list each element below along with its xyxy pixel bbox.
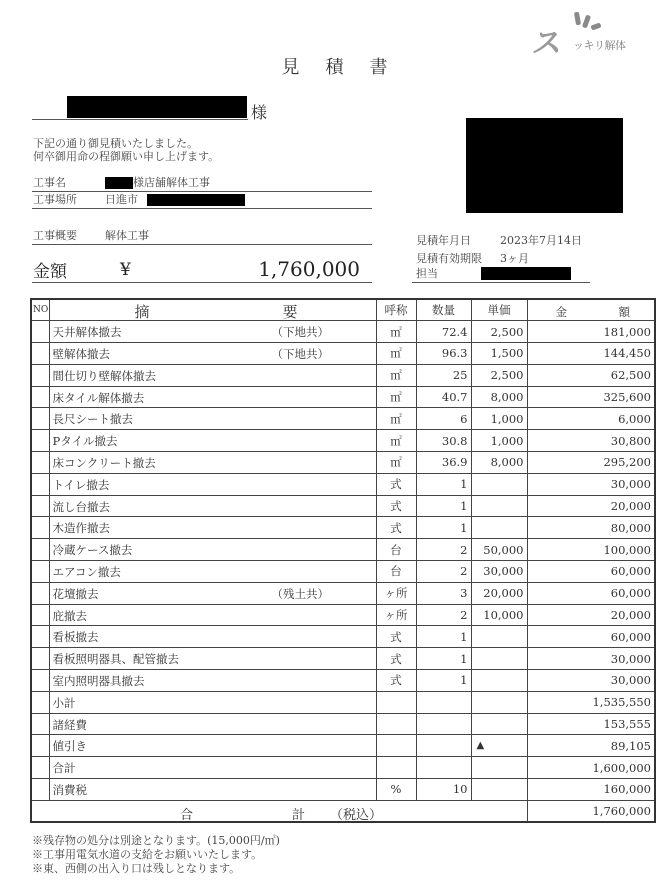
- table-row: [31, 430, 655, 452]
- row-description: [49, 430, 376, 452]
- item-unit-price: [471, 495, 527, 517]
- item-unit: [376, 691, 416, 713]
- item-name: 看板撤去: [52, 630, 99, 645]
- item-amount: 60,000: [527, 561, 655, 583]
- person-in-charge-label: 担当: [416, 267, 438, 280]
- row-description: [49, 452, 376, 474]
- row-no: [31, 539, 49, 561]
- document-title: 見積書: [281, 57, 414, 78]
- item-unit: 式: [376, 517, 416, 539]
- row-no: [31, 430, 49, 452]
- row-no: [31, 713, 49, 735]
- table-row: [31, 691, 655, 713]
- item-unit: ㎡: [376, 386, 416, 408]
- project-summary-label: 工事概要: [33, 229, 77, 242]
- redacted-client: [105, 177, 133, 189]
- item-amount: 181,000: [527, 321, 655, 343]
- row-description: [49, 757, 376, 779]
- amount-value: 1,760,000: [258, 257, 360, 281]
- table-row: [31, 473, 655, 495]
- project-name-row: [32, 176, 372, 192]
- item-name: 庇撤去: [52, 608, 87, 623]
- row-no: [31, 648, 49, 670]
- header-unit: 呼称: [376, 299, 416, 321]
- row-no: [31, 517, 49, 539]
- row-description: [49, 495, 376, 517]
- item-amount: 30,000: [527, 648, 655, 670]
- item-unit-price: [471, 713, 527, 735]
- row-description: [49, 408, 376, 430]
- item-unit: ㎡: [376, 364, 416, 386]
- item-name: 消費税: [52, 783, 87, 798]
- item-name: 値引き: [52, 739, 87, 754]
- item-unit: %: [376, 779, 416, 801]
- item-name: 床タイル解体撤去: [52, 390, 145, 405]
- item-name: 床コンクリート撤去: [52, 456, 156, 471]
- row-description: [49, 604, 376, 626]
- person-in-charge-row: [412, 266, 590, 283]
- row-no: [31, 561, 49, 583]
- item-amount: 153,555: [527, 713, 655, 735]
- item-unit-price: 1,000: [471, 408, 527, 430]
- item-quantity: [416, 735, 471, 757]
- row-no: [31, 473, 49, 495]
- item-unit-price: [471, 473, 527, 495]
- row-no: [31, 343, 49, 365]
- row-description: [49, 321, 376, 343]
- grand-total-label: [31, 800, 527, 822]
- item-quantity: 1: [416, 495, 471, 517]
- item-quantity: 3: [416, 582, 471, 604]
- item-unit-price: 20,000: [471, 582, 527, 604]
- project-location-row: [32, 193, 372, 209]
- item-amount: 62,500: [527, 364, 655, 386]
- total-amount-row: [32, 256, 372, 283]
- row-description: [49, 539, 376, 561]
- table-header-row: [31, 299, 655, 321]
- item-amount: 325,600: [527, 386, 655, 408]
- table-row: [31, 539, 655, 561]
- row-description: [49, 691, 376, 713]
- item-quantity: 2: [416, 539, 471, 561]
- row-description: [49, 473, 376, 495]
- item-amount: 1,600,000: [527, 757, 655, 779]
- row-no: [31, 386, 49, 408]
- row-description: [49, 648, 376, 670]
- item-unit-price: [471, 757, 527, 779]
- item-quantity: 1: [416, 648, 471, 670]
- item-name: 諸経費: [52, 717, 87, 732]
- item-name: Pタイル撤去: [52, 434, 118, 449]
- row-no: [31, 779, 49, 801]
- item-amount: 6,000: [527, 408, 655, 430]
- table-row: [31, 648, 655, 670]
- item-quantity: 40.7: [416, 386, 471, 408]
- item-unit: ㎡: [376, 408, 416, 430]
- item-unit: 式: [376, 626, 416, 648]
- item-quantity: 10: [416, 779, 471, 801]
- item-unit-price: [471, 670, 527, 692]
- header-description: [49, 299, 376, 321]
- row-no: [31, 408, 49, 430]
- discount-triangle-icon: ▲: [476, 740, 485, 752]
- row-description: [49, 386, 376, 408]
- item-name: 流し台撤去: [52, 499, 110, 514]
- item-unit-price: [471, 626, 527, 648]
- row-no: [31, 364, 49, 386]
- item-amount: 60,000: [527, 626, 655, 648]
- project-summary-value: 解体工事: [105, 229, 149, 242]
- estimate-date-label: 見積年月日: [416, 234, 471, 247]
- intro-line: 下記の通り御見積いたしました。: [33, 137, 198, 150]
- item-unit-price: 50,000: [471, 539, 527, 561]
- item-amount: 30,800: [527, 430, 655, 452]
- table-row: [31, 779, 655, 801]
- item-unit-price: 1,000: [471, 430, 527, 452]
- grand-total-label-1: 合: [180, 807, 194, 823]
- table-row: [31, 364, 655, 386]
- table-row: [31, 408, 655, 430]
- intro-line: 何卒御用命の程御願い申し上げます。: [33, 150, 220, 163]
- header-unit-price: 単価: [471, 299, 527, 321]
- estimate-date-row: [416, 232, 582, 248]
- company-logo: [530, 10, 655, 61]
- item-unit-price: 2,500: [471, 321, 527, 343]
- item-unit: ヶ所: [376, 582, 416, 604]
- item-amount: 1,535,550: [527, 691, 655, 713]
- item-unit: [376, 735, 416, 757]
- table-row: [31, 495, 655, 517]
- item-quantity: 25: [416, 364, 471, 386]
- currency-symbol: ¥: [120, 260, 131, 280]
- row-no: [31, 452, 49, 474]
- row-no: [31, 495, 49, 517]
- validity-value: 3ヶ月: [500, 252, 529, 265]
- item-unit-price: [471, 648, 527, 670]
- amount-label: 金額: [33, 262, 67, 282]
- table-row: [31, 561, 655, 583]
- item-unit: 台: [376, 539, 416, 561]
- item-name: 冷蔵ケース撤去: [52, 543, 133, 558]
- table-row: [31, 626, 655, 648]
- item-unit-price: 30,000: [471, 561, 527, 583]
- item-amount: 80,000: [527, 517, 655, 539]
- item-quantity: 72.4: [416, 321, 471, 343]
- item-amount: 30,000: [527, 670, 655, 692]
- item-unit-price: [471, 779, 527, 801]
- item-unit: ヶ所: [376, 604, 416, 626]
- redacted-company-block: [466, 118, 623, 213]
- row-description: [49, 670, 376, 692]
- header-desc-2: 要: [282, 303, 298, 321]
- table-row: [31, 757, 655, 779]
- item-quantity: 30.8: [416, 430, 471, 452]
- item-note: （残土共）: [271, 586, 329, 601]
- item-quantity: 2: [416, 561, 471, 583]
- item-amount: 30,000: [527, 473, 655, 495]
- row-description: [49, 626, 376, 648]
- grand-total-row: [31, 800, 655, 822]
- grand-total-label-2: 計: [292, 807, 306, 823]
- note-line: ※残存物の処分は別途となります。(15,000円/㎡): [32, 834, 280, 847]
- table-row: [31, 386, 655, 408]
- project-name-value: 様店舗解体工事: [133, 176, 210, 189]
- estimate-table: [30, 298, 656, 823]
- item-note: （下地共）: [271, 347, 329, 362]
- item-amount: 144,450: [527, 343, 655, 365]
- item-quantity: 96.3: [416, 343, 471, 365]
- row-description: [49, 517, 376, 539]
- item-unit: ㎡: [376, 343, 416, 365]
- item-name: 長尺シート撤去: [52, 412, 133, 427]
- item-name: 天井解体撤去: [52, 325, 122, 340]
- item-unit: ㎡: [376, 452, 416, 474]
- header-amount: [527, 299, 655, 321]
- item-name: 木造作撤去: [52, 521, 110, 536]
- item-unit: [376, 713, 416, 735]
- item-quantity: 1: [416, 626, 471, 648]
- table-row: [31, 735, 655, 757]
- item-name: 看板照明器具、配管撤去: [52, 652, 179, 667]
- item-quantity: [416, 691, 471, 713]
- row-description: [49, 779, 376, 801]
- item-quantity: 1: [416, 670, 471, 692]
- row-description: [49, 713, 376, 735]
- item-unit: 式: [376, 473, 416, 495]
- row-no: [31, 626, 49, 648]
- table-row: [31, 343, 655, 365]
- item-quantity: 1: [416, 517, 471, 539]
- validity-label: 見積有効期限: [416, 252, 482, 265]
- row-description: [49, 582, 376, 604]
- item-amount: 100,000: [527, 539, 655, 561]
- table-row: [31, 604, 655, 626]
- table-row: [31, 517, 655, 539]
- redacted-address: [147, 194, 245, 206]
- item-unit: ㎡: [376, 321, 416, 343]
- intro-text: [33, 137, 219, 163]
- table-row: [31, 321, 655, 343]
- item-unit: ㎡: [376, 430, 416, 452]
- item-name: 小計: [52, 695, 76, 710]
- item-unit-price: 2,500: [471, 364, 527, 386]
- item-name: 壁解体撤去: [52, 347, 110, 362]
- item-unit: [376, 757, 416, 779]
- item-amount: 60,000: [527, 582, 655, 604]
- item-unit: 式: [376, 670, 416, 692]
- item-unit-price: 10,000: [471, 604, 527, 626]
- header-amount-2: 額: [618, 305, 630, 319]
- table-row: [31, 582, 655, 604]
- notes: [32, 834, 280, 876]
- project-summary-row: [32, 229, 372, 245]
- header-amount-1: 金: [555, 305, 567, 319]
- item-amount: 20,000: [527, 604, 655, 626]
- row-no: [31, 691, 49, 713]
- item-name: エアコン撤去: [52, 565, 121, 580]
- recipient-line: [32, 96, 248, 120]
- row-no: [31, 582, 49, 604]
- item-unit: 式: [376, 648, 416, 670]
- item-quantity: [416, 713, 471, 735]
- table-row: [31, 452, 655, 474]
- row-no: [31, 604, 49, 626]
- item-amount: 20,000: [527, 495, 655, 517]
- validity-row: [416, 250, 529, 266]
- redacted-recipient-name: [67, 96, 247, 118]
- item-quantity: 1: [416, 473, 471, 495]
- item-unit-price: 8,000: [471, 452, 527, 474]
- note-line: ※工事用電気水道の支給をお願いいたします。: [32, 848, 263, 861]
- item-name: トイレ撤去: [52, 477, 110, 492]
- row-description: [49, 735, 376, 757]
- row-no: [31, 321, 49, 343]
- project-name-label: 工事名: [33, 176, 66, 189]
- table-row: [31, 670, 655, 692]
- item-amount: 295,200: [527, 452, 655, 474]
- header-quantity: 数量: [416, 299, 471, 321]
- project-location-value: 日進市: [105, 193, 138, 206]
- recipient-honorific: 様: [251, 103, 268, 122]
- note-line: ※東、西側の出入り口は残しとなります。: [32, 862, 241, 875]
- item-amount: 160,000: [527, 779, 655, 801]
- row-no: [31, 757, 49, 779]
- logo-mark: ス: [530, 26, 565, 61]
- item-name: 合計: [52, 761, 76, 776]
- item-unit-price: 8,000: [471, 386, 527, 408]
- item-quantity: [416, 757, 471, 779]
- logo-text: ッキリ解体: [573, 39, 626, 52]
- estimate-date-value: 2023年7月14日: [500, 234, 582, 247]
- header-no: NO: [31, 299, 49, 321]
- item-name: 間仕切り壁解体撤去: [52, 368, 156, 383]
- item-name: 花壇撤去: [52, 586, 99, 601]
- item-quantity: 6: [416, 408, 471, 430]
- item-quantity: 36.9: [416, 452, 471, 474]
- item-unit: 式: [376, 495, 416, 517]
- grand-total-label-3: （税込）: [330, 807, 383, 823]
- row-no: [31, 670, 49, 692]
- item-unit-price: [471, 735, 527, 757]
- header-desc-1: 摘: [134, 303, 150, 321]
- item-unit-price: 1,500: [471, 343, 527, 365]
- row-description: [49, 364, 376, 386]
- item-unit: 台: [376, 561, 416, 583]
- grand-total-amount: 1,760,000: [527, 800, 655, 822]
- row-description: [49, 561, 376, 583]
- item-amount: 89,105: [527, 735, 655, 757]
- item-quantity: 2: [416, 604, 471, 626]
- item-unit-price: [471, 517, 527, 539]
- row-no: [31, 735, 49, 757]
- item-name: 室内照明器具撤去: [52, 674, 145, 689]
- table-row: [31, 713, 655, 735]
- redacted-person-name: [481, 267, 571, 280]
- item-unit-price: [471, 691, 527, 713]
- item-note: （下地共）: [271, 325, 329, 340]
- project-location-label: 工事場所: [33, 193, 77, 206]
- row-description: [49, 343, 376, 365]
